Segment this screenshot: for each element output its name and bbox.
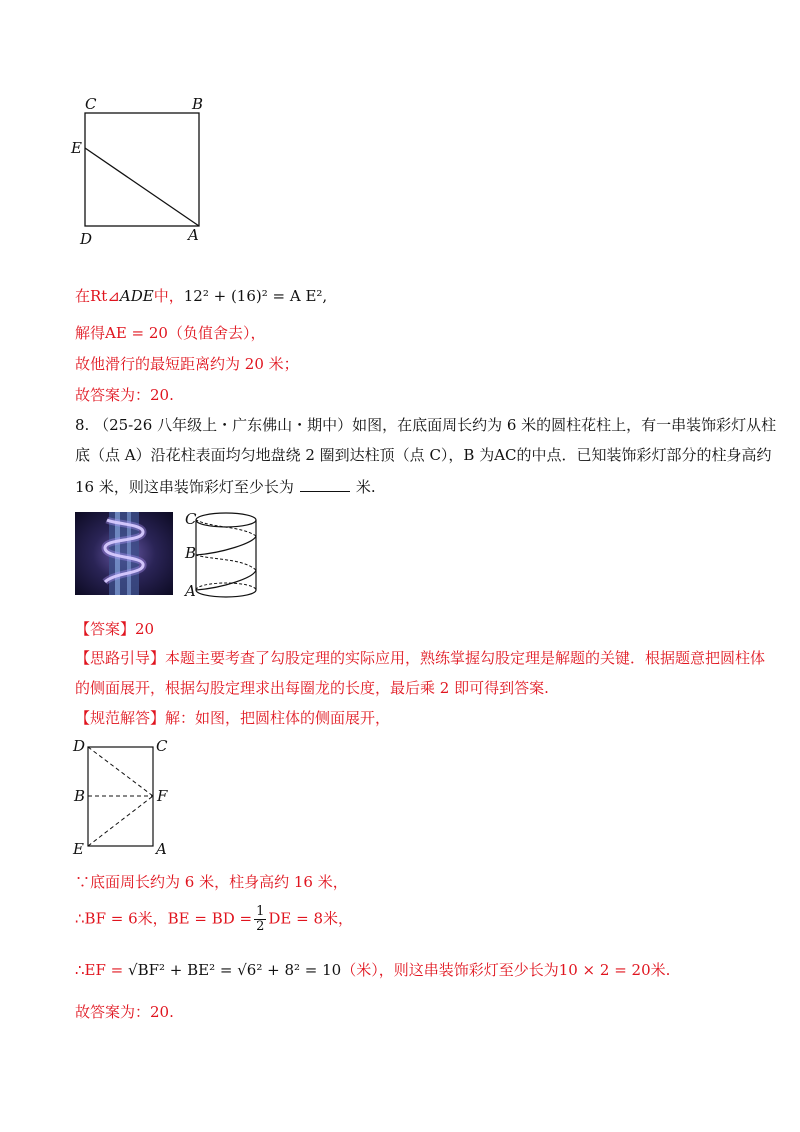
figure-unrolled <box>70 736 180 858</box>
sol7-line3: 故他滑行的最短距离约为 20 米； <box>75 355 299 373</box>
sol7-line2: 解得AE = 20（负值舍去）， <box>75 324 266 342</box>
sol7-line4: 故答案为：20. <box>75 386 174 404</box>
label-a: A <box>188 226 199 244</box>
figure-rectangle-ade <box>70 92 220 252</box>
label-c: C <box>85 95 97 113</box>
sol7-line1: 在Rt⊿ADE中，12² + (16)² = A E², <box>75 287 328 305</box>
q8-line1: 8. （25-26 八年级上・广东佛山・期中）如图，在底面周长约为 6 米的圆柱花柱上，有一串装饰彩灯从柱 <box>75 416 777 434</box>
step1: ∵底面周长约为 6 米，柱身高约 16 米， <box>75 873 348 891</box>
step4: 故答案为：20. <box>75 1003 174 1021</box>
label-c: C <box>185 510 197 528</box>
q8-line2: 底（点 A）沿花柱表面均匀地盘绕 2 圈到达柱顶（点 C），B 为AC的中点．已知装饰彩灯部分的柱身高约 <box>75 446 772 464</box>
figure-cylinder <box>182 508 272 604</box>
step3: ∴EF = √BF² + BE² = √6² + 8² = 10（米），则这串装饰彩灯至少长为10 × 2 = 20米. <box>75 961 671 979</box>
answer-blank <box>300 477 350 492</box>
hint-line1: 【思路引导】本题主要考查了勾股定理的实际应用，熟练掌握勾股定理是解题的关键．根据题意把圆柱体 <box>75 649 766 667</box>
solution-line: 【规范解答】解：如图，把圆柱体的侧面展开， <box>75 709 391 727</box>
label-d: D <box>73 737 86 755</box>
label-a: A <box>185 582 196 600</box>
light-pillar-photo <box>75 512 173 595</box>
answer-line: 【答案】20 <box>75 620 155 638</box>
label-f: F <box>157 787 168 805</box>
label-e: E <box>73 840 84 858</box>
label-d: D <box>80 230 93 248</box>
q8-line3: 16 米，则这串装饰彩灯至少长为 米. <box>75 478 376 496</box>
fraction-half: $\frac{1}{2}$ <box>256 904 265 934</box>
label-c: C <box>156 737 168 755</box>
label-b: B <box>185 544 197 562</box>
step2: ∴BF = 6米，BE = BD = $\frac{1}{2}$ DE = 8米， <box>75 904 353 934</box>
label-a: A <box>156 840 167 858</box>
label-e: E <box>71 139 82 157</box>
hint-line2: 的侧面展开，根据勾股定理求出每圈龙的长度，最后乘 2 即可得到答案. <box>75 679 549 697</box>
label-b: B <box>192 95 204 113</box>
label-b: B <box>74 787 86 805</box>
